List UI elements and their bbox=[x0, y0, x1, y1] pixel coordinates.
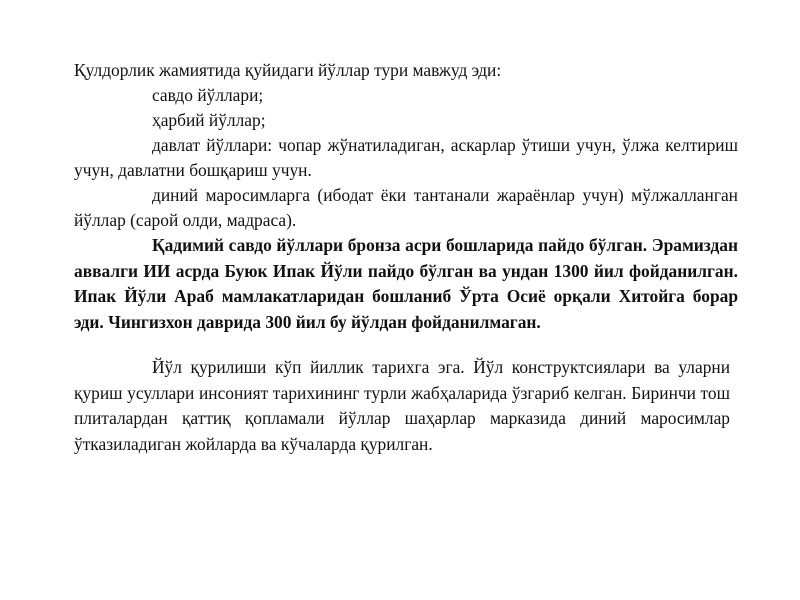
intro-line: Қулдорлик жамиятида қуйидаги йўллар тури мавжуд эди: bbox=[74, 60, 502, 80]
list-item-state-roads: давлат йўллари: чопар жўнатиладиган, аскарлар ўтиши учун, ўлжа келтириш учун, давлатни бошқариш учун. bbox=[74, 135, 738, 180]
bold-paragraph-ancient-trade-roads: Қадимий савдо йўллари бронза асри бошларида пайдо бўлган. Эрамиздан аввалги ИИ асрда Буюк Ипак Йўли пайдо бўлган ва ундан 1300 йил фойданилган. Ипак Йўли Араб мамлакатларидан бошланиб Ўрта Осиё орқали Хитойга борар эди. Чингизхон даврида 300 йил бу йўлдан фойданилмаган. bbox=[74, 235, 738, 332]
paragraph-road-construction-history: Йўл қурилиши кўп йиллик тарихга эга. Йўл конструктсиялари ва уларни қуриш усуллари инсоният тарихининг турли жабҳаларида ўзгариб келган. Биринчи тош плиталардан қаттиқ қопламали йўллар шаҳарлар марказида диний маросимлар ўтказиладиган жойларда ва кўчаларда қурилган. bbox=[74, 357, 730, 454]
list-item-trade-roads: савдо йўллари; bbox=[152, 85, 264, 105]
list-item-military-roads: ҳарбий йўллар; bbox=[152, 110, 266, 130]
list-item-religious-roads: диний маросимларга (ибодат ёки тантанали жараёнлар учун) мўлжалланган йўллар (сарой олди, мадраса). bbox=[74, 185, 738, 230]
